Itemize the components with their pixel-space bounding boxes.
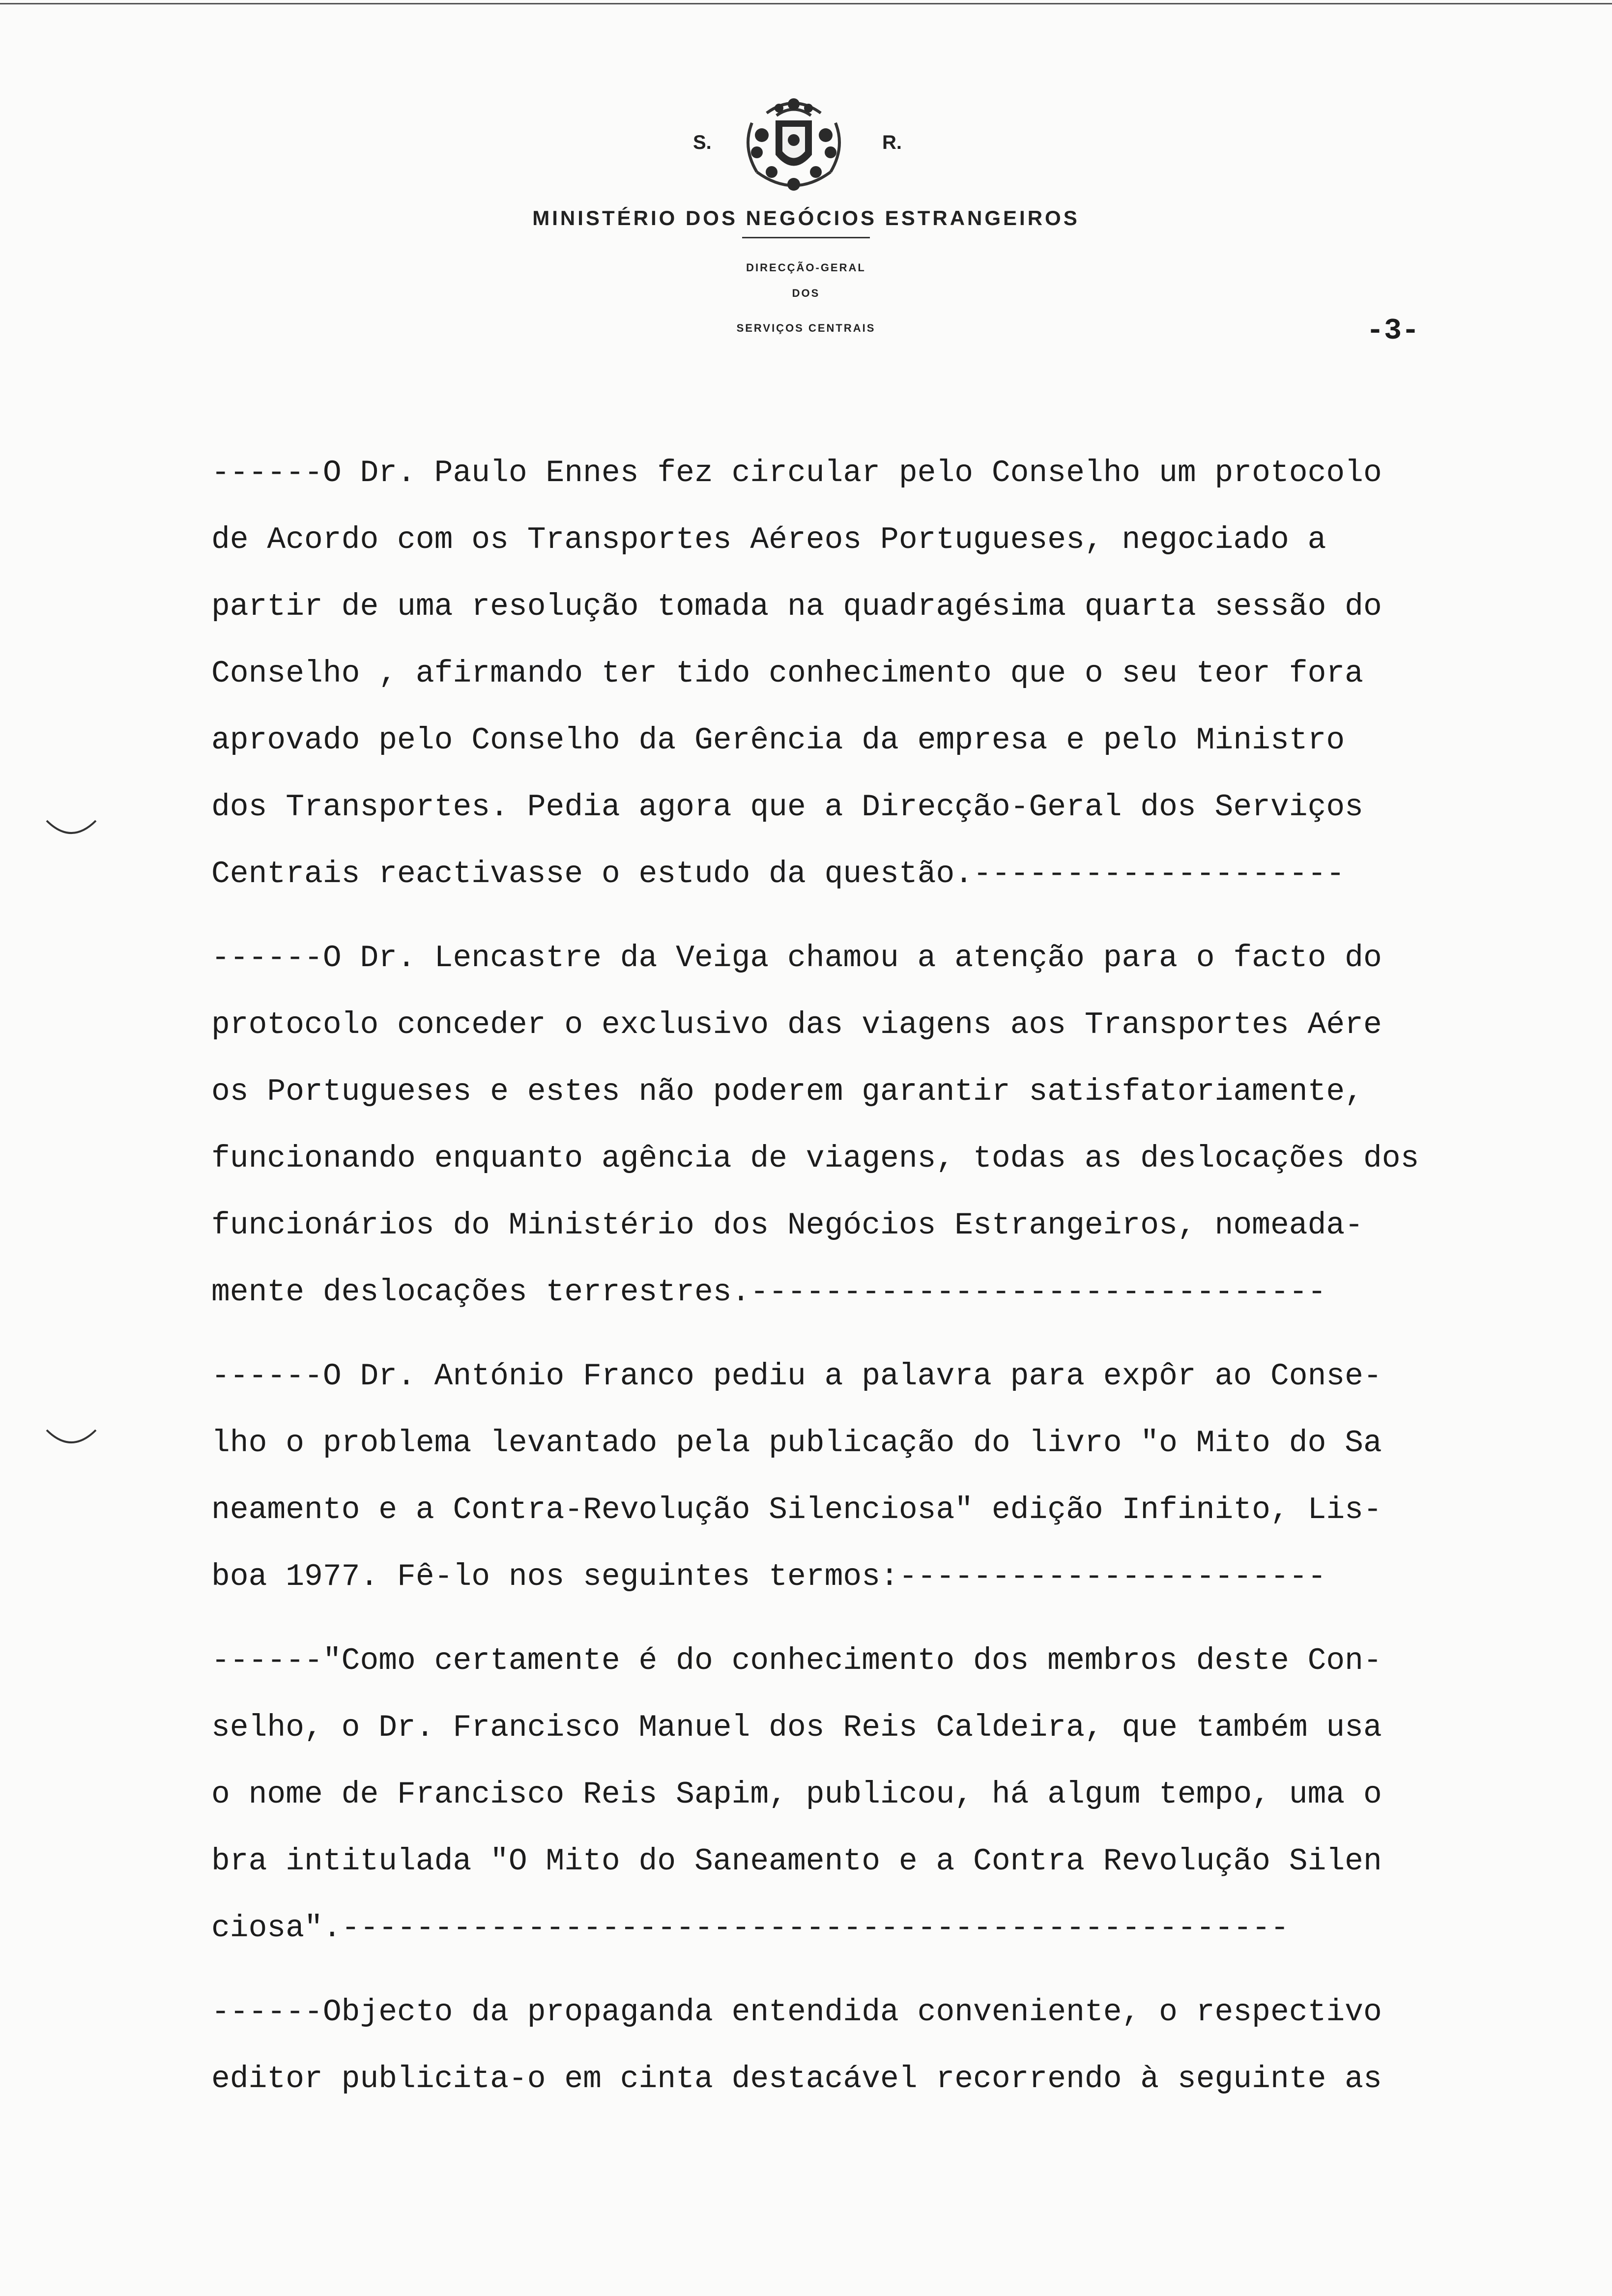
- text-line: bra intitulada "O Mito do Saneamento e a Contra Revolução Silen: [211, 1844, 1382, 1879]
- paragraph: [211, 1979, 1504, 2113]
- department-line-3: SERVIÇOS CENTRAIS: [736, 322, 876, 334]
- text-line: funcionários do Ministério dos Negócios Estrangeiros, nomeada-: [211, 1208, 1363, 1243]
- ministry-underline: [742, 237, 870, 238]
- letterhead-right-initial: R.: [882, 132, 902, 153]
- text-line: neamento e a Contra-Revolução Silenciosa" edição Infinito, Lis-: [211, 1492, 1382, 1527]
- text-line: funcionando enquanto agência de viagens, todas as deslocações dos: [211, 1141, 1419, 1176]
- text-line: ------O Dr. Lencastre da Veiga chamou a atenção para o facto do: [211, 941, 1382, 976]
- text-line: ciosa".---------------------------------------------------: [211, 1911, 1289, 1946]
- text-line: dos Transportes. Pedia agora que a Direcção-Geral dos Serviços: [211, 790, 1363, 825]
- margin-hole-mark: [44, 816, 98, 845]
- text-line: ------O Dr. António Franco pediu a palavra para expôr ao Conse-: [211, 1359, 1382, 1394]
- department-line-1: DIRECÇÃO-GERAL: [746, 261, 866, 274]
- text-line: selho, o Dr. Francisco Manuel dos Reis Caldeira, que também usa: [211, 1710, 1382, 1745]
- text-line: ------O Dr. Paulo Ennes fez circular pelo Conselho um protocolo: [211, 456, 1382, 490]
- text-line: boa 1977. Fê-lo nos seguintes termos:-----------------------: [211, 1559, 1326, 1594]
- document-body: [211, 440, 1504, 2130]
- text-line: os Portugueses e estes não poderem garantir satisfatoriamente,: [211, 1074, 1363, 1109]
- text-line: ------"Como certamente é do conhecimento dos membros deste Con-: [211, 1643, 1382, 1678]
- text-line: ------Objecto da propaganda entendida conveniente, o respectivo: [211, 1995, 1382, 2030]
- text-line: de Acordo com os Transportes Aéreos Portugueses, negociado a: [211, 522, 1326, 557]
- text-line: protocolo conceder o exclusivo das viagens aos Transportes Aére: [211, 1007, 1382, 1042]
- ministry-name: MINISTÉRIO DOS NEGÓCIOS ESTRANGEIROS: [532, 206, 1080, 230]
- text-line: partir de uma resolução tomada na quadragésima quarta sessão do: [211, 589, 1382, 624]
- text-line: aprovado pelo Conselho da Gerência da empresa e pelo Ministro: [211, 723, 1345, 758]
- text-line: Centrais reactivasse o estudo da questão.--------------------: [211, 857, 1345, 891]
- text-line: editor publicita-o em cinta destacável recorrendo à seguinte as: [211, 2062, 1382, 2096]
- top-edge-rule: [0, 3, 1612, 4]
- margin-hole-mark: [44, 1425, 98, 1455]
- text-line: Conselho , afirmando ter tido conhecimento que o seu teor fora: [211, 656, 1363, 691]
- paragraph: [211, 1628, 1504, 1962]
- text-line: o nome de Francisco Reis Sapim, publicou, há algum tempo, uma o: [211, 1777, 1382, 1812]
- coat-of-arms-seal: [737, 93, 850, 194]
- text-line: lho o problema levantado pela publicação do livro "o Mito do Sa: [211, 1426, 1382, 1461]
- paragraph: [211, 440, 1504, 908]
- text-line: mente deslocações terrestres.-------------------------------: [211, 1275, 1326, 1310]
- paragraph: [211, 1343, 1504, 1610]
- paragraph: [211, 925, 1504, 1326]
- letterhead-left-initial: S.: [693, 132, 712, 153]
- department-line-2: DOS: [792, 287, 820, 299]
- page-number: -3-: [1366, 315, 1420, 348]
